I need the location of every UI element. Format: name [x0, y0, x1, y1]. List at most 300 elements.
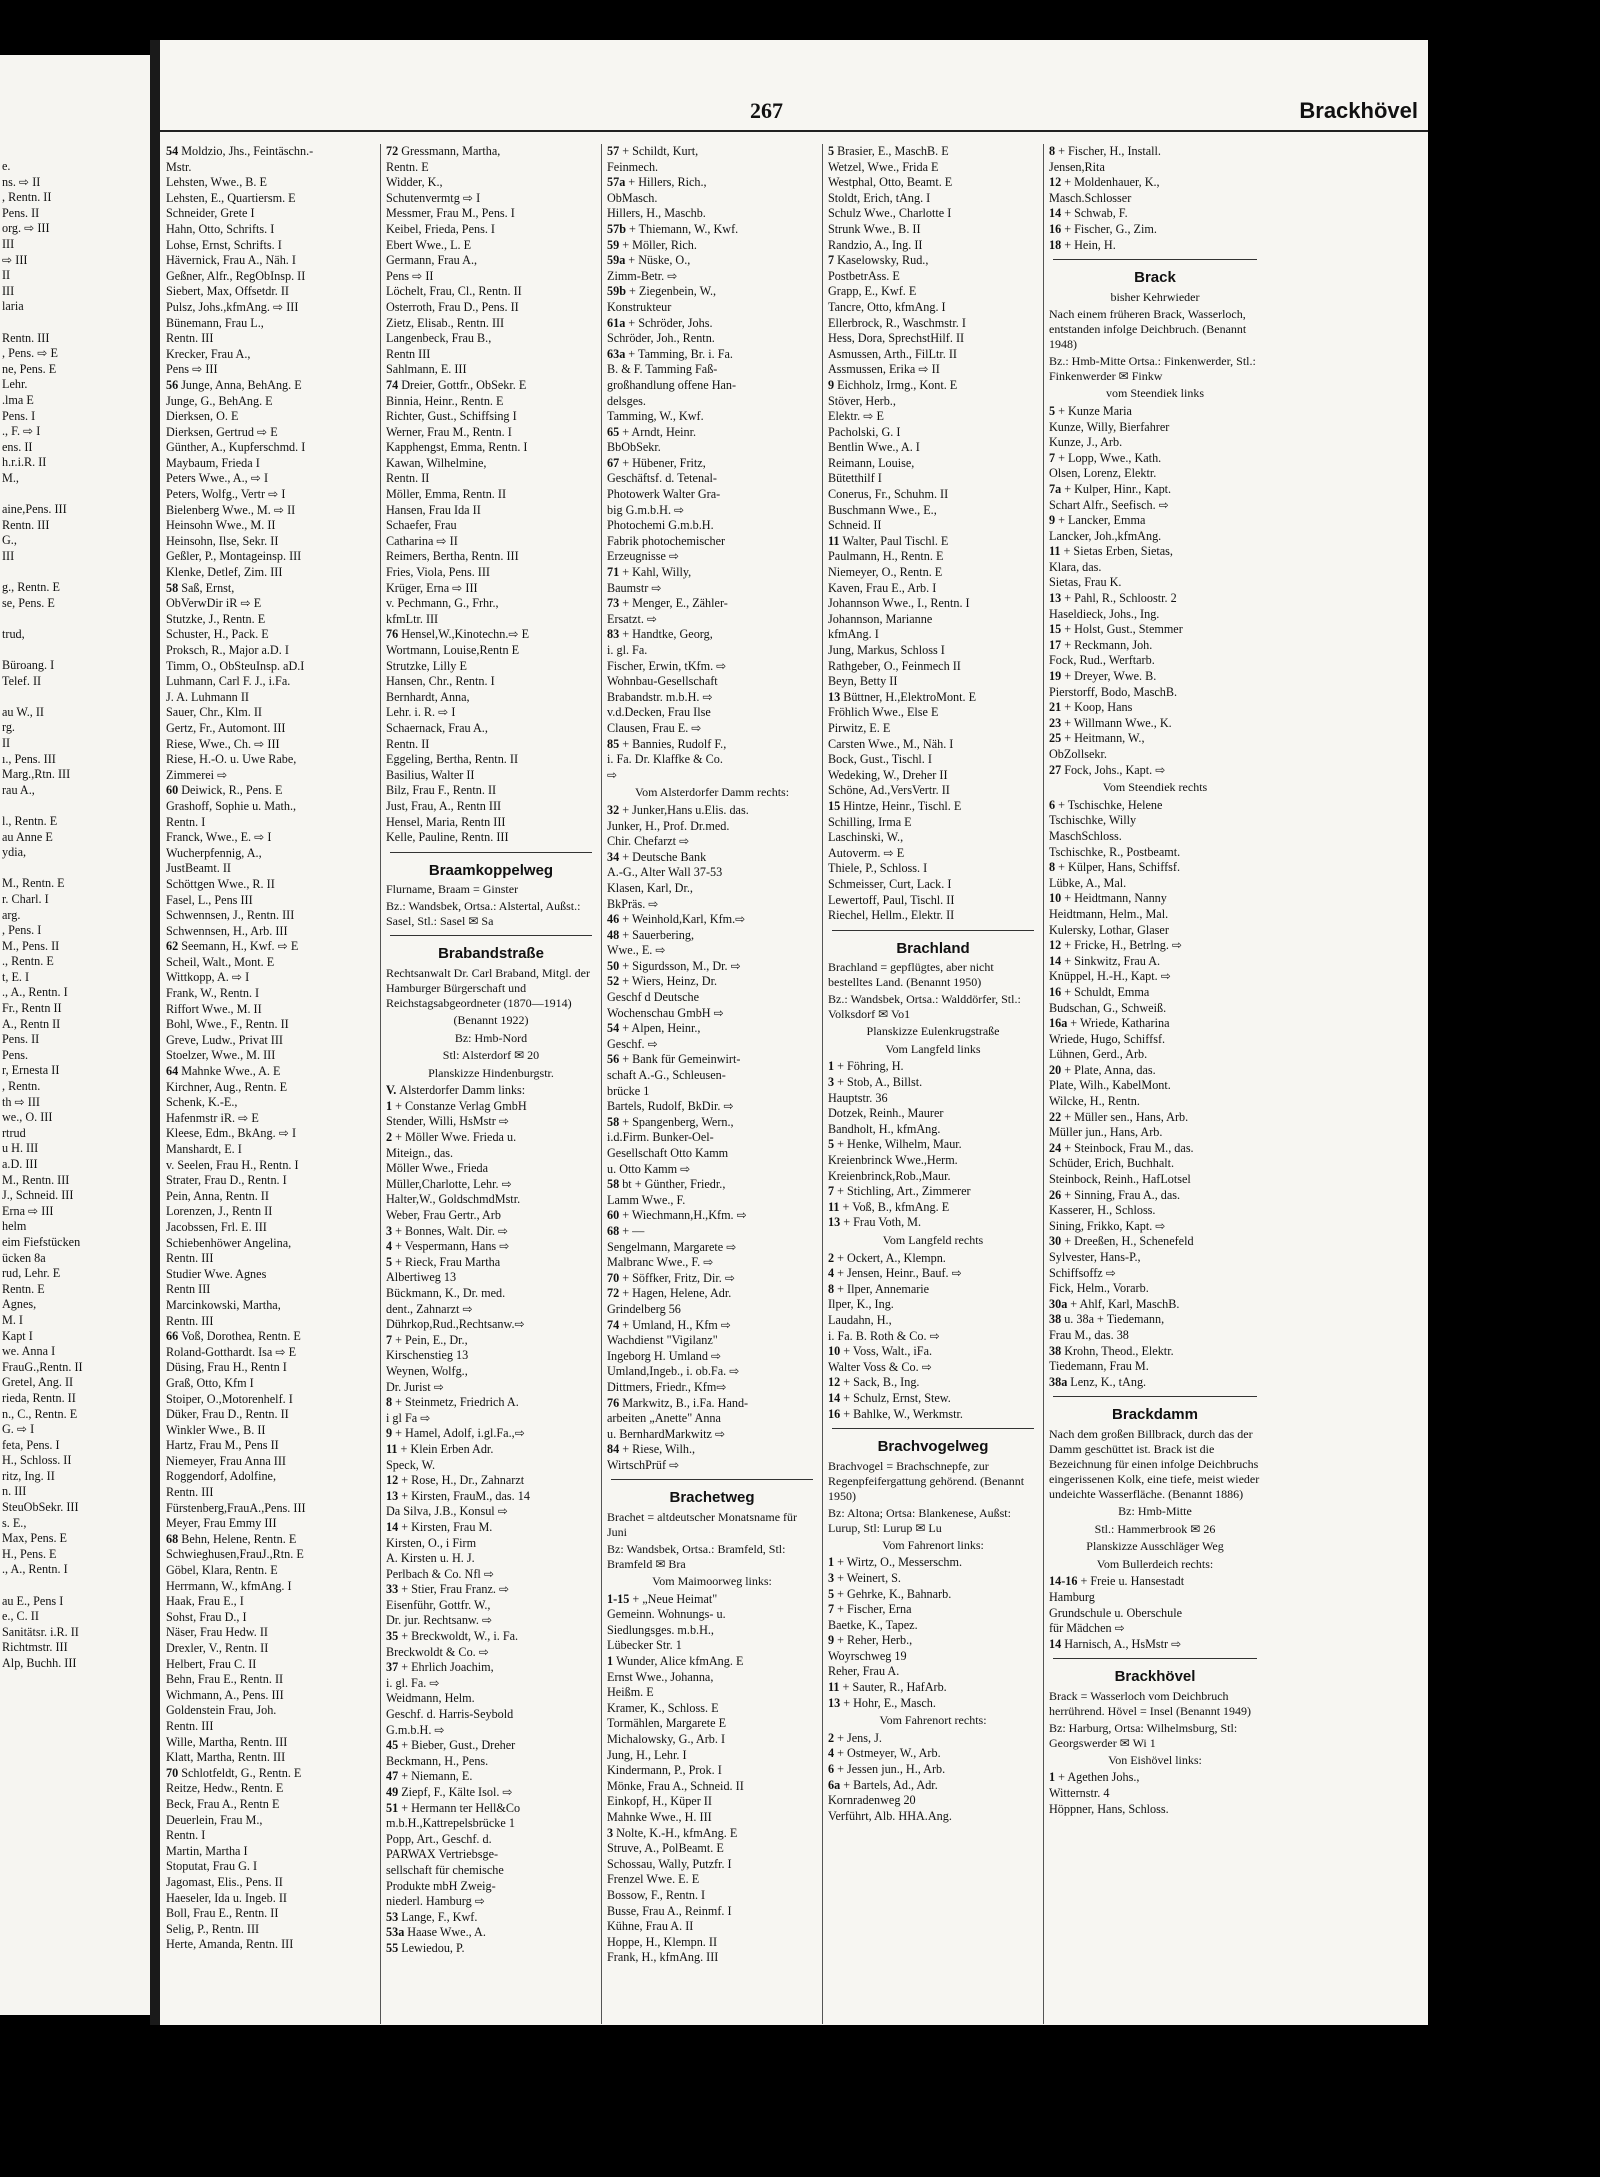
entry-text: + Wiechmann,H.,Kfm. ⇨ — [622, 1208, 747, 1223]
directory-entry — [386, 409, 596, 425]
directory-entry — [607, 518, 817, 534]
entry-text: Dreier, Gottfr., ObSekr. E — [401, 377, 527, 392]
entry-text: Eggeling, Bertha, Rentn. II — [386, 752, 518, 767]
fragment-line: l., Rentn. E — [2, 813, 58, 828]
fragment-line: h.r.i.R. II — [2, 455, 47, 470]
fragment-line: au E., Pens I — [2, 1593, 64, 1608]
directory-entry — [607, 834, 817, 850]
directory-entry — [166, 659, 374, 675]
fragment-line: e. — [2, 159, 11, 173]
entry-text: dent., Zahnarzt ⇨ — [386, 1301, 473, 1316]
entry-text: + Wriede, Katharina — [1070, 1016, 1170, 1031]
entry-text: Rentn. E — [386, 159, 429, 174]
directory-entry — [607, 1208, 817, 1224]
fragment-line: Pens. I — [2, 408, 36, 423]
entry-text: Clausen, Frau E. ⇨ — [607, 720, 702, 735]
directory-entry — [828, 846, 1038, 862]
directory-entry — [1049, 653, 1261, 669]
fragment-line: helm — [2, 1219, 27, 1234]
entry-text: + Kirsten, FrauM., das. 14 — [401, 1488, 530, 1503]
directory-entry — [166, 487, 374, 503]
directory-entry — [386, 144, 596, 160]
directory-entry — [828, 362, 1038, 378]
entry-text: + Henke, Wilhelm, Maur. — [837, 1137, 962, 1152]
entry-text: Basilius, Walter II — [386, 767, 475, 782]
directory-entry — [166, 1345, 374, 1361]
entry-text: Gressmann, Martha, — [401, 144, 501, 158]
directory-entry — [386, 518, 596, 534]
directory-entry — [166, 846, 374, 862]
directory-entry — [386, 1348, 596, 1364]
entry-text: Schwieghusen,FrauJ.,Rtn. E — [166, 1547, 304, 1562]
fragment-line: Pens. II — [2, 1032, 40, 1047]
entry-text: kfmAng. I — [828, 627, 879, 642]
entry-text: Walter, Paul Tischl. E — [842, 533, 949, 548]
directory-entry — [166, 1033, 374, 1049]
entry-text: Bünemann, Frau L., — [166, 315, 264, 330]
entry-text: JustBeamt. II — [166, 861, 231, 876]
house-number: 72 — [386, 144, 399, 158]
directory-entry — [166, 768, 374, 784]
entry-text: Hamburg — [1049, 1589, 1095, 1604]
directory-entry — [1049, 175, 1261, 191]
entry-text: Lehsten, Wwe., B. E — [166, 175, 267, 190]
house-number: 56 — [607, 1052, 620, 1067]
entry-text: Kawan, Wilhelmine, — [386, 455, 487, 470]
directory-entry — [386, 175, 596, 191]
directory-entry — [828, 1360, 1038, 1376]
house-number: 1 — [386, 1098, 393, 1113]
directory-entry — [607, 865, 817, 881]
directory-entry — [386, 1286, 596, 1302]
entry-text: Wetzel, Wwe., Frida E — [828, 159, 939, 174]
directory-entry — [607, 1872, 817, 1888]
house-number: 65 — [607, 424, 620, 439]
house-number: 4 — [386, 1239, 393, 1254]
entry-text: MaschSchloss. — [1049, 828, 1122, 843]
directory-entry — [1049, 1063, 1261, 1079]
entry-text: Asmussen, Arth., FilLtr. II — [828, 346, 957, 361]
entry-text: Timm, O., ObSteuInsp. aD.I — [166, 658, 305, 673]
directory-entry — [607, 912, 817, 928]
fragment-line: Erna ⇨ III — [2, 1203, 54, 1218]
directory-entry — [607, 394, 817, 410]
house-number: 3 — [828, 1075, 835, 1090]
directory-entry — [607, 1732, 817, 1748]
fragment-line: Richtmstr. III — [2, 1640, 68, 1655]
directory-entry — [828, 799, 1038, 815]
fragment-line: ens. II — [2, 439, 33, 454]
entry-text: Lenz, K., tAng. — [1070, 1374, 1147, 1389]
entry-text: Grashoff, Sophie u. Math., — [166, 798, 297, 813]
house-number: 16a — [1049, 1016, 1068, 1031]
directory-entry — [607, 269, 817, 285]
entry-text: Mahnke Wwe., H. III — [607, 1809, 712, 1824]
entry-text: + Bannies, Rudolf F., — [622, 736, 727, 751]
directory-entry — [386, 565, 596, 581]
entry-text: Ersatzt. ⇨ — [607, 611, 658, 626]
entry-text: sellschaft für chemische — [386, 1862, 504, 1877]
directory-entry — [607, 1021, 817, 1037]
section-subheading: Vom Langfeld links — [885, 1041, 981, 1056]
fragment-line: M., Pens. II — [2, 938, 60, 953]
entry-text: Rathgeber, O., Feinmech II — [828, 658, 961, 673]
entry-text: Photowerk Walter Gra- — [607, 487, 721, 502]
entry-text: + Voß, B., kfmAng. E — [842, 1199, 950, 1214]
entry-text: Witternstr. 4 — [1049, 1786, 1110, 1801]
fragment-line: eim Fiefstücken — [2, 1234, 81, 1249]
entry-text: Löchelt, Frau, Cl., Rentn. II — [386, 284, 522, 299]
entry-text: Bock, Gust., Tischl. I — [828, 752, 932, 767]
directory-entry — [607, 612, 817, 628]
directory-entry — [828, 1793, 1038, 1809]
directory-entry — [607, 316, 817, 332]
directory-entry — [828, 1313, 1038, 1329]
directory-entry — [1049, 404, 1261, 420]
directory-entry — [166, 1797, 374, 1813]
house-number: 24 — [1049, 1140, 1062, 1155]
entry-text: Kleese, Edm., BkAng. ⇨ I — [166, 1126, 297, 1141]
fragment-line: Telef. II — [2, 673, 42, 688]
entry-text: + Möller, Rich. — [622, 237, 697, 252]
entry-text: Drexler, V., Rentn. II — [166, 1641, 269, 1655]
entry-text: Frau M., das. 38 — [1049, 1327, 1129, 1342]
entry-text: Schröder, Joh., Rentn. — [607, 331, 715, 346]
fragment-line: laria — [2, 299, 24, 314]
entry-text: brücke 1 — [607, 1083, 650, 1098]
fragment-line: aine,Pens. III — [2, 502, 67, 517]
directory-entry — [607, 1130, 817, 1146]
directory-entry — [828, 565, 1038, 581]
page-header — [160, 98, 1430, 128]
entry-text: Hess, Dora, SprechstHilf. II — [828, 331, 965, 346]
entry-text: + Pein, E., Dr., — [395, 1332, 468, 1347]
house-number: 7 — [1049, 450, 1056, 465]
directory-entry — [1049, 1281, 1261, 1297]
directory-entry — [828, 1809, 1038, 1825]
house-number: 1 — [828, 1059, 835, 1074]
entry-text: Grundschule u. Oberschule — [1049, 1605, 1183, 1620]
entry-text: + Külper, Hans, Schiffsf. — [1058, 860, 1181, 875]
directory-entry — [386, 1567, 596, 1583]
entry-text: Pein, Anna, Rentn. II — [166, 1188, 269, 1203]
house-number: 22 — [1049, 1109, 1062, 1124]
entry-text: Näser, Frau Hedw. II — [166, 1625, 268, 1640]
directory-entry — [386, 1551, 596, 1567]
directory-entry — [607, 1592, 817, 1608]
entry-text: Walter Voss & Co. ⇨ — [828, 1359, 932, 1374]
entry-text: Maybaum, Frieda I — [166, 455, 260, 470]
directory-entry — [828, 316, 1038, 332]
column-4 — [828, 144, 1038, 1824]
section-separator — [611, 1479, 813, 1480]
entry-text: ObZollsekr. — [1049, 747, 1107, 761]
entry-text: Klatt, Martha, Rentn. III — [166, 1750, 286, 1765]
entry-text: Büttner, H.,ElektroMont. E — [843, 689, 977, 704]
entry-text: Geschäftsf. d. Tetenal- — [607, 471, 717, 486]
entry-text: kfmLtr. III — [386, 611, 439, 626]
column-divider — [380, 144, 381, 2024]
directory-entry — [1049, 1606, 1261, 1622]
house-number: V. — [386, 1083, 397, 1098]
entry-text: Bernhardt, Anna, — [386, 689, 470, 704]
entry-text: + Sigurdsson, M., Dr. ⇨ — [622, 958, 741, 973]
house-number: 76 — [386, 627, 399, 642]
directory-entry — [386, 1411, 596, 1427]
entry-text: + Jessen jun., H., Arb. — [837, 1762, 946, 1777]
entry-text: Strutzke, Lilly E — [386, 658, 467, 673]
directory-entry — [828, 160, 1038, 176]
entry-text: J. A. Luhmann II — [166, 689, 249, 704]
left-page-fragment — [0, 55, 150, 2015]
house-number: 3 — [386, 1223, 393, 1238]
fragment-line: H., Schloss. II — [2, 1453, 72, 1468]
directory-entry — [386, 1847, 596, 1863]
entry-text: Gertz, Fr., Automont. III — [166, 720, 286, 735]
entry-text: + Schulz, Ernst, Stew. — [843, 1390, 951, 1405]
entry-text: Schlotfeldt, G., Rentn. E — [181, 1765, 302, 1780]
house-number: 6 — [828, 1762, 835, 1777]
house-number: 74 — [386, 377, 399, 392]
entry-text: + Deutsche Bank — [622, 849, 707, 864]
street-info: Bz: Wandsbek, Ortsa.: Bramfeld, Stl: Bramfeld ✉ Bra — [607, 1542, 786, 1572]
fragment-line — [2, 861, 147, 877]
directory-entry — [828, 1587, 1038, 1603]
directory-entry — [166, 1392, 374, 1408]
directory-entry — [828, 1075, 1038, 1091]
directory-entry — [607, 503, 817, 519]
entry-text: Kirchner, Aug., Rentn. E — [166, 1079, 288, 1094]
house-number: 61a — [607, 315, 626, 330]
entry-text: Halter,W., GoldschmdMstr. — [386, 1192, 521, 1207]
fragment-line: SteuObSekr. III — [2, 1500, 79, 1515]
entry-text: Plate, Wilh., KabelMont. — [1049, 1078, 1171, 1093]
entry-text: Budschan, G., Schweiß. — [1049, 1000, 1167, 1015]
house-number: 3 — [607, 1825, 614, 1840]
entry-text: Müller,Charlotte, Lehr. ⇨ — [386, 1176, 512, 1191]
entry-text: Sohst, Frau D., I — [166, 1609, 247, 1624]
directory-entry — [166, 1485, 374, 1501]
directory-entry — [166, 362, 374, 378]
directory-entry — [1049, 1574, 1261, 1590]
column-divider — [1043, 144, 1044, 2024]
entry-text: Marcinkowski, Martha, — [166, 1297, 281, 1312]
directory-entry — [386, 238, 596, 254]
directory-entry — [386, 612, 596, 628]
house-number: 47 — [386, 1769, 399, 1784]
fragment-line: A., Rentn II — [2, 1016, 61, 1031]
entry-text: + Schuldt, Emma — [1064, 984, 1150, 999]
entry-text: schaft A.-G., Schleusen- — [607, 1068, 726, 1083]
entry-text: Pens ⇨ II — [386, 268, 434, 283]
fragment-line: Rentn. E — [2, 1281, 45, 1296]
directory-entry — [166, 1547, 374, 1563]
directory-entry — [1049, 560, 1261, 576]
directory-entry — [1049, 813, 1261, 829]
house-number: 53 — [386, 1909, 399, 1924]
house-number: 14 — [828, 1390, 841, 1405]
entry-text: + Hermann ter Hell&Co — [401, 1800, 521, 1815]
entry-text: Heidtmann, Helm., Mal. — [1049, 906, 1169, 921]
entry-text: Geßler, P., Montageinsp. III — [166, 549, 302, 564]
entry-text: + Ehrlich Joachim, — [401, 1660, 494, 1675]
entry-text: Pulsz, Johs.,kfmAng. ⇨ III — [166, 299, 299, 314]
entry-text: Schenk, K.-E., — [166, 1095, 238, 1110]
directory-entry — [166, 1189, 374, 1205]
entry-text: + Rieck, Frau Martha — [395, 1254, 501, 1269]
house-number: 13 — [828, 1695, 841, 1710]
directory-entry — [828, 705, 1038, 721]
directory-entry — [386, 674, 596, 690]
directory-entry — [166, 861, 374, 877]
entry-text: Zimmerei ⇨ — [166, 767, 228, 782]
entry-text: Kaselowsky, Rud., — [837, 253, 929, 268]
directory-entry — [166, 1657, 374, 1673]
fragment-line: Rentn. III — [2, 517, 50, 532]
directory-entry — [607, 378, 817, 394]
directory-entry — [607, 643, 817, 659]
fragment-line: ., F. ⇨ I — [2, 424, 41, 439]
entry-text: + Holst, Gust., Stemmer — [1064, 622, 1183, 637]
directory-entry — [607, 803, 817, 819]
directory-entry — [1049, 1032, 1261, 1048]
directory-entry — [166, 160, 374, 176]
directory-entry — [166, 1703, 374, 1719]
fragment-line: u H. III — [2, 1141, 39, 1156]
directory-entry — [607, 768, 817, 784]
directory-entry — [828, 737, 1038, 753]
directory-entry — [1049, 829, 1261, 845]
directory-entry — [386, 1910, 596, 1926]
house-number: 7 — [828, 1184, 835, 1199]
section-separator — [390, 935, 592, 936]
entry-text: Kelle, Pauline, Rentn. III — [386, 830, 509, 845]
directory-entry — [166, 1438, 374, 1454]
section-separator — [832, 930, 1034, 931]
directory-entry — [1049, 1203, 1261, 1219]
house-number: 58 — [166, 580, 179, 595]
directory-entry — [607, 1427, 817, 1443]
street-info: Flurname, Braam = Ginster — [386, 882, 519, 897]
directory-entry — [166, 1469, 374, 1485]
directory-entry — [607, 1115, 817, 1131]
house-number: 6 — [1049, 797, 1056, 812]
directory-entry — [386, 160, 596, 176]
street-heading: Brackhövel — [1114, 1668, 1196, 1686]
directory-entry — [166, 1891, 374, 1907]
entry-text: Strunk Wwe., B. II — [828, 221, 921, 236]
entry-text: Albertiweg 13 — [386, 1270, 457, 1285]
entry-text: Göbel, Klara, Rentn. E — [166, 1563, 278, 1578]
entry-text: Peters Wwe., A., ⇨ I — [166, 471, 269, 486]
entry-text: Haase Wwe., A. — [407, 1925, 486, 1940]
house-number: 23 — [1049, 715, 1062, 730]
fragment-line: trud, — [2, 626, 25, 641]
directory-entry — [386, 1769, 596, 1785]
entry-text: Schüder, Erich, Buchhalt. — [1049, 1156, 1175, 1171]
directory-entry — [166, 643, 374, 659]
house-number: 58 — [607, 1177, 620, 1192]
entry-text: Sengelmann, Margarete ⇨ — [607, 1239, 737, 1254]
entry-text: Alsterdorfer Damm links: — [399, 1083, 526, 1098]
entry-text: Rentn III — [386, 346, 431, 361]
directory-entry — [828, 1344, 1038, 1360]
directory-entry — [828, 1215, 1038, 1231]
directory-entry — [828, 347, 1038, 363]
directory-entry — [166, 1298, 374, 1314]
street-info: Nach dem großen Billbrack, durch das der Damm geschüttet ist. Brack ist die Bezeichnung für einen infolge Deichbruchs eingerissenen Kolk, eine tiefe, meist wieder undeichte Wasserfläche. (Benannt 1886) — [1049, 1426, 1260, 1501]
directory-entry — [386, 1333, 596, 1349]
entry-text: + Ostmeyer, W., Arb. — [837, 1746, 941, 1761]
entry-text: Schiffsoffz ⇨ — [1049, 1265, 1116, 1280]
entry-text: + Stob, A., Billst. — [837, 1075, 923, 1090]
entry-text: + Tamming, Br. i. Fa. — [628, 346, 733, 361]
directory-entry — [386, 1785, 596, 1801]
entry-text: Riese, Wwe., Ch. ⇨ III — [166, 736, 280, 751]
entry-text: Riffort Wwe., M. II — [166, 1001, 262, 1016]
entry-text: Gesellschaft Otto Kamm — [607, 1146, 729, 1160]
house-number: 16 — [828, 1406, 841, 1421]
entry-text: Sining, Frikko, Kapt. ⇨ — [1049, 1218, 1166, 1233]
entry-text: + Ilper, Annemarie — [837, 1281, 930, 1296]
directory-entry — [166, 612, 374, 628]
entry-text: + Reher, Herb., — [837, 1633, 913, 1648]
entry-text: Düker, Frau D., Rentn. II — [166, 1407, 289, 1422]
entry-text: Jagomast, Elis., Pens. II — [166, 1874, 283, 1889]
fragment-line: , Rentn. II — [2, 190, 52, 205]
entry-text: Ernst Wwe., Johanna, — [607, 1669, 714, 1684]
directory-entry — [828, 456, 1038, 472]
fragment-line: feta, Pens. I — [2, 1437, 60, 1452]
entry-text: Woyrschweg 19 — [828, 1648, 907, 1663]
directory-entry — [607, 1240, 817, 1256]
directory-entry — [828, 1251, 1038, 1267]
entry-text: Lübke, A., Mal. — [1049, 875, 1127, 890]
directory-entry — [166, 347, 374, 363]
entry-text: + Steinmetz, Friedrich A. — [395, 1395, 519, 1410]
directory-entry — [828, 581, 1038, 597]
directory-entry — [1049, 985, 1261, 1001]
entry-text: Schöttgen Wwe., R. II — [166, 876, 275, 891]
directory-entry — [386, 1863, 596, 1879]
entry-text: Franck, Wwe., E. ⇨ I — [166, 830, 272, 845]
section-subheading: Vom Steendiek rechts — [1102, 780, 1208, 795]
entry-text: + Kulper, Hinr., Kapt. — [1064, 481, 1172, 496]
entry-text: Schilling, Irma E — [828, 814, 912, 829]
house-number: 54 — [607, 1021, 620, 1036]
entry-text: Rentn. III — [166, 1718, 214, 1733]
directory-entry — [386, 1676, 596, 1692]
section-subheading: Vom Langfeld rechts — [882, 1233, 984, 1247]
entry-text: Greve, Ludw., Privat III — [166, 1032, 283, 1047]
directory-entry — [607, 1950, 817, 1966]
directory-entry — [386, 394, 596, 410]
entry-text: Kramer, K., Schloss. E — [607, 1700, 719, 1715]
directory-entry — [828, 893, 1038, 909]
directory-entry — [166, 1360, 374, 1376]
entry-text: Rentn. II — [386, 736, 430, 751]
directory-entry — [607, 534, 817, 550]
directory-entry — [607, 928, 817, 944]
directory-entry — [828, 1762, 1038, 1778]
directory-entry — [166, 1251, 374, 1267]
fragment-line: ns. ⇨ II — [2, 174, 41, 189]
directory-entry — [386, 347, 596, 363]
entry-text: + Junker,Hans u.Elis. das. — [622, 802, 749, 817]
directory-entry — [386, 316, 596, 332]
directory-entry — [1049, 451, 1261, 467]
directory-entry — [828, 830, 1038, 846]
